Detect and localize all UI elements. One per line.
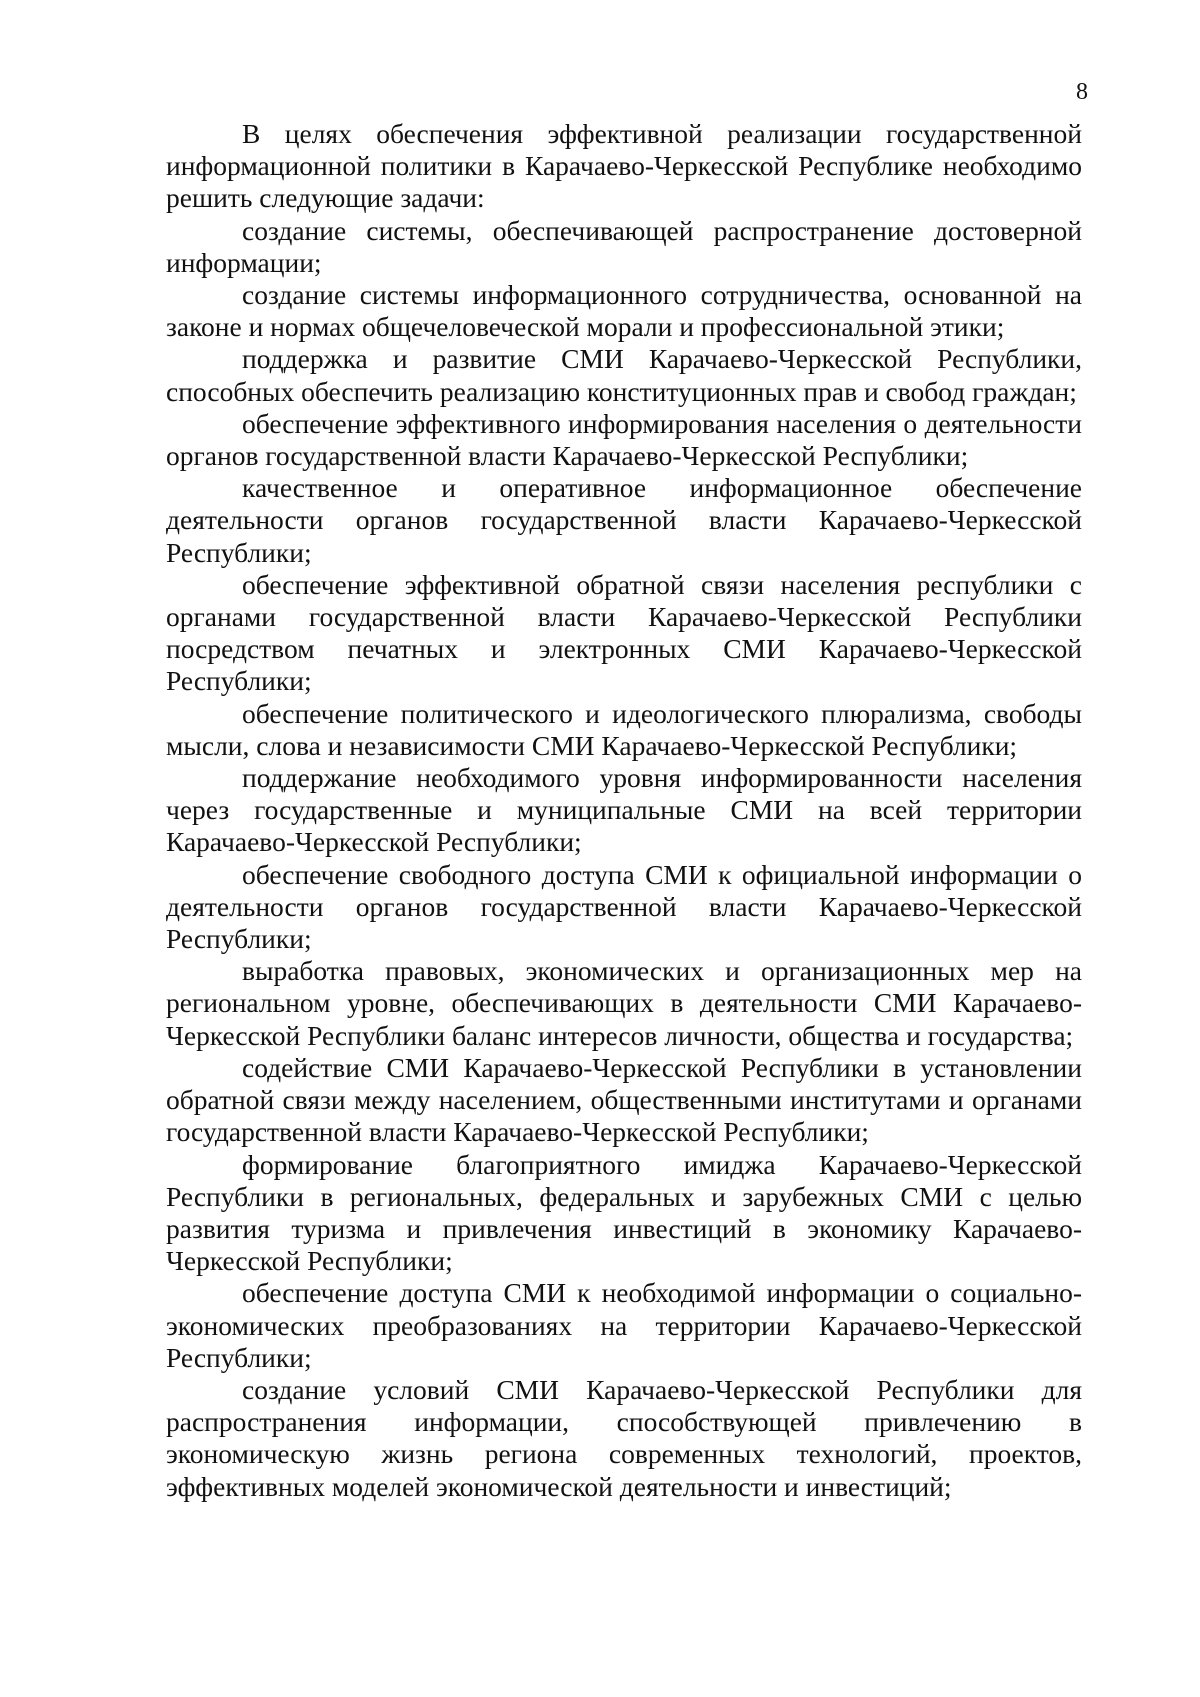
- page-number: 8: [1076, 79, 1088, 105]
- task-paragraph: создание системы информационного сотрудничества, основанной на законе и нормах общечеловеческой морали и профессиональной этики;: [166, 279, 1082, 343]
- task-paragraph: создание условий СМИ Карачаево-Черкесской Республики для распространения информации, способствующей привлечению в экономическую жизнь региона современных технологий, проектов, эффективных моделей экономической деятельности и инвестиций;: [166, 1373, 1082, 1502]
- task-paragraph: создание системы, обеспечивающей распространение достоверной информации;: [166, 214, 1082, 278]
- task-paragraph: качественное и оперативное информационное обеспечение деятельности органов государственной власти Карачаево-Черкесской Республики;: [166, 472, 1082, 568]
- task-paragraph: обеспечение эффективной обратной связи населения республики с органами государственной власти Карачаево-Черкесской Республики посредством печатных и электронных СМИ Карачаево-Черкесской Республики;: [166, 568, 1082, 697]
- task-paragraph: обеспечение свободного доступа СМИ к официальной информации о деятельности органов государственной власти Карачаево-Черкесской Республики;: [166, 858, 1082, 955]
- task-paragraph: обеспечение политического и идеологического плюрализма, свободы мысли, слова и независимости СМИ Карачаево-Черкесской Республики;: [166, 697, 1082, 761]
- task-paragraph: обеспечение доступа СМИ к необходимой информации о социально-экономических преобразованиях на территории Карачаево-Черкесской Республики;: [166, 1277, 1082, 1373]
- task-paragraph: содействие СМИ Карачаево-Черкесской Республики в установлении обратной связи между населением, общественными институтами и органами государственной власти Карачаево-Черкесской Республики;: [166, 1051, 1082, 1148]
- task-paragraph: поддержка и развитие СМИ Карачаево-Черкесской Республики, способных обеспечить реализацию конституционных прав и свобод граждан;: [166, 343, 1082, 407]
- document-body: [166, 118, 1082, 1503]
- task-paragraph: формирование благоприятного имиджа Карачаево-Черкесской Республики в региональных, федеральных и зарубежных СМИ с целью развития туризма и привлечения инвестиций в экономику Карачаево-Черкесской Республики;: [166, 1148, 1082, 1277]
- intro-paragraph: В целях обеспечения эффективной реализации государственной информационной политики в Карачаево-Черкесской Республике необходимо решить следующие задачи:: [166, 118, 1082, 214]
- task-paragraph: обеспечение эффективного информирования населения о деятельности органов государственной власти Карачаево-Черкесской Республики;: [166, 407, 1082, 472]
- task-paragraph: выработка правовых, экономических и организационных мер на региональном уровне, обеспечивающих в деятельности СМИ Карачаево-Черкесской Республики баланс интересов личности, общества и государства;: [166, 955, 1082, 1051]
- task-paragraph: поддержание необходимого уровня информированности населения через государственные и муниципальные СМИ на всей территории Карачаево-Черкесской Республики;: [166, 762, 1082, 858]
